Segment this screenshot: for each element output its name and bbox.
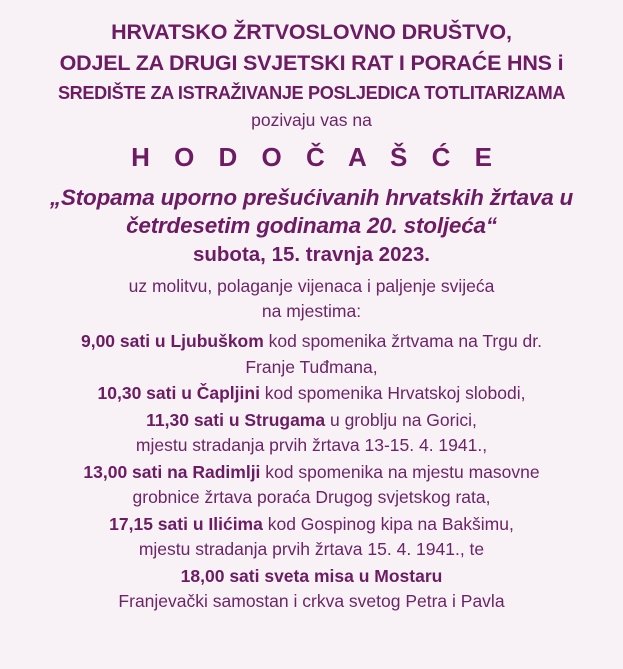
subtitle-line-1: uz molitvu, polaganje vijenaca i paljenje svijeća	[128, 276, 495, 297]
invitation-text: pozivaju vas na	[251, 110, 372, 131]
program-continuation: mjestu stradanja prvih žrtava 13-15. 4. 1941.,	[135, 435, 488, 456]
motto-line-2: četrdesetim godinama 20. stoljeća“	[126, 213, 497, 239]
program-detail: kod spomenika Hrvatskoj slobodi,	[259, 383, 526, 404]
program-time-place: 17,15 sati u Ilićima	[109, 513, 263, 534]
program-continuation: mjestu stradanja prvih žrtava 15. 4. 1941., te	[138, 539, 485, 560]
program-item	[14, 513, 609, 534]
program-time-place: 18,00 sati sveta misa u Mostaru	[180, 565, 443, 586]
program-continuation: Franjevački samostan i crkva svetog Petra i Pavla	[118, 591, 505, 612]
organization-line-2: ODJEL ZA DRUGI SVJETSKI RAT I PORAĆE HNS i	[59, 50, 564, 75]
organization-line-3: SREDIŠTE ZA ISTRAŽIVANJE POSLJEDICA TOTLITARIZAMA	[57, 82, 566, 103]
program-time-place: 9,00 sati u Ljubuškom	[80, 331, 264, 352]
program-time-place: 10,30 sati u Čapljini	[97, 383, 260, 404]
program-detail: kod spomenika na mjestu masovne	[260, 461, 540, 482]
motto-line-1: „Stopama uporno prešućivanih hrvatskih žrtava u	[49, 184, 574, 210]
program-item	[14, 565, 609, 586]
program-detail: kod Gospinog kipa na Bakšimu,	[262, 513, 514, 534]
program-detail: kod spomenika žrtvama na Trgu dr.	[263, 331, 543, 352]
program-item	[14, 385, 609, 403]
program-item	[14, 461, 609, 482]
subtitle-line-2: na mjestima:	[261, 300, 362, 321]
program-continuation: Franje Tuđmana,	[245, 356, 378, 377]
program-detail: u groblju na Gorici,	[325, 409, 477, 430]
event-title: H O D O Č A Š Ć E	[131, 141, 501, 172]
event-date: subota, 15. travnja 2023.	[192, 242, 430, 266]
program-item	[14, 333, 609, 351]
program-time-place: 13,00 sati na Radimlji	[83, 461, 261, 482]
program-item	[14, 409, 609, 430]
organization-line-1: HRVATSKO ŽRTVOSLOVNO DRUŠTVO,	[111, 20, 512, 44]
program-time-place: 11,30 sati u Strugama	[146, 409, 326, 430]
program-continuation: grobnice žrtava poraća Drugog svjetskog rata,	[132, 487, 491, 508]
